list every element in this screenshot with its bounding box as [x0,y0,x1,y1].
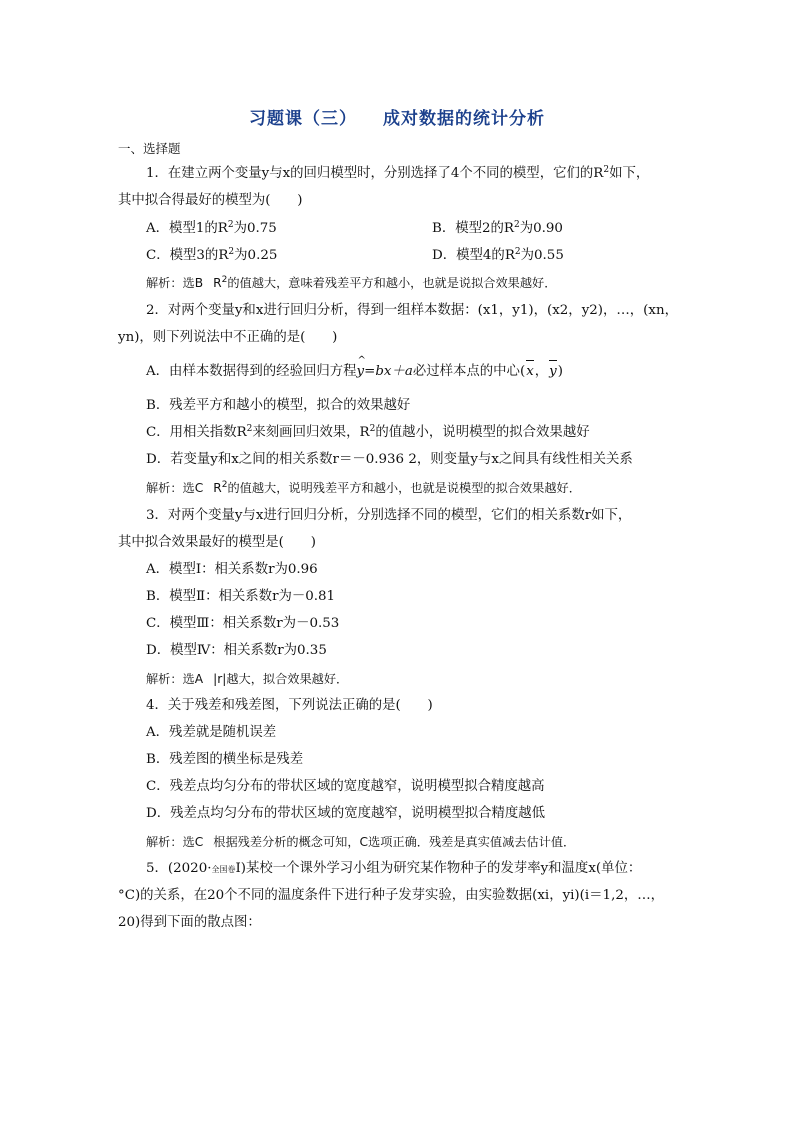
title-part-1: 习题课（三） [249,109,357,129]
q3-option-a: A．模型Ⅰ：相关系数r为0.96 [146,562,318,577]
q2-stem-line-2: yn)，则下列说法中不正确的是( ) [118,330,338,345]
q4-analysis: 解析：选C 根据残差分析的概念可知，C选项正确．残差是真实值减去估计值． [146,835,576,849]
q2-option-d: D．若变量y和x之间的相关系数r＝－0.936 2，则变量y与x之间具有线性相关关系 [146,452,633,467]
q3-stem-line-1: 3．对两个变量y与x进行回归分析，分别选择不同的模型，它们的相关系数r如下， [146,508,632,523]
q5-stem-line-3: 20)得到下面的散点图： [118,915,261,930]
q3-analysis: 解析：选A |r|越大，拟合效果越好． [146,672,349,686]
q1-option-d: D．模型4的$R^2$为0.55 [432,247,564,263]
q4-option-c: C．残差点均匀分布的带状区域的宽度越窄，说明模型拟合精度越高 [146,779,545,794]
q4-stem: 4．关于残差和残差图，下列说法正确的是( ) [146,698,433,713]
q3-stem-line-2: 其中拟合效果最好的模型是( ) [118,535,316,550]
q1-option-c: C．模型3的$R^2$为0.25 [146,247,278,263]
q2-option-b: B．残差平方和越小的模型，拟合的效果越好 [146,398,411,413]
q1-stem-line-1: 1．在建立两个变量y与x的回归模型时，分别选择了4个不同的模型，它们的$R^2$如下， [146,165,650,181]
q3-option-b: B．模型Ⅱ：相关系数r为－0.81 [146,589,336,604]
q1-option-a: A．模型1的$R^2$为0.75 [146,220,277,236]
q4-option-b: B．残差图的横坐标是残差 [146,752,304,767]
q2-stem-line-1: 2．对两个变量y和x进行回归分析，得到一组样本数据：(x1，y1)，(x2，y2)，…，(xn， [146,303,678,318]
q1-analysis: 解析：选B $R^2$的值越大，意味着残差平方和越小，也就是说拟合效果越好． [146,275,557,290]
q1-stem-line-2: 其中拟合得最好的模型为( ) [118,193,303,208]
page-title [0,104,794,129]
q2-option-c: C．用相关指数$R^2$来刻画回归效果，$R^2$的值越小，说明模型的拟合效果越好 [146,424,590,440]
q3-option-c: C．模型Ⅲ：相关系数r为－0.53 [146,616,340,631]
title-part-2: 成对数据的统计分析 [383,109,545,129]
q5-stem-line-1: 5．(2020·全国卷Ⅰ)某校一个课外学习小组为研究某作物种子的发芽率y和温度x(单位： [146,861,642,876]
q4-option-d: D．残差点均匀分布的带状区域的宽度越窄，说明模型拟合精度越低 [146,806,546,821]
q1-option-b: B．模型2的$R^2$为0.90 [432,220,563,236]
section-heading: 一、选择题 [118,141,181,156]
q2-option-a: A．由样本数据得到的经验回归方程^ y=bx＋a必过样本点的中心(x，y) [146,363,563,381]
q2-analysis: 解析：选C $R^2$的值越大，说明残差平方和越小，也就是说模型的拟合效果越好． [146,480,581,495]
q5-stem-line-2: °C)的关系，在20个不同的温度条件下进行种子发芽实验，由实验数据(xi，yi)(i＝1,2，…， [118,888,665,903]
q4-option-a: A．残差就是随机误差 [146,725,277,740]
q3-option-d: D．模型Ⅳ：相关系数r为0.35 [146,643,327,658]
